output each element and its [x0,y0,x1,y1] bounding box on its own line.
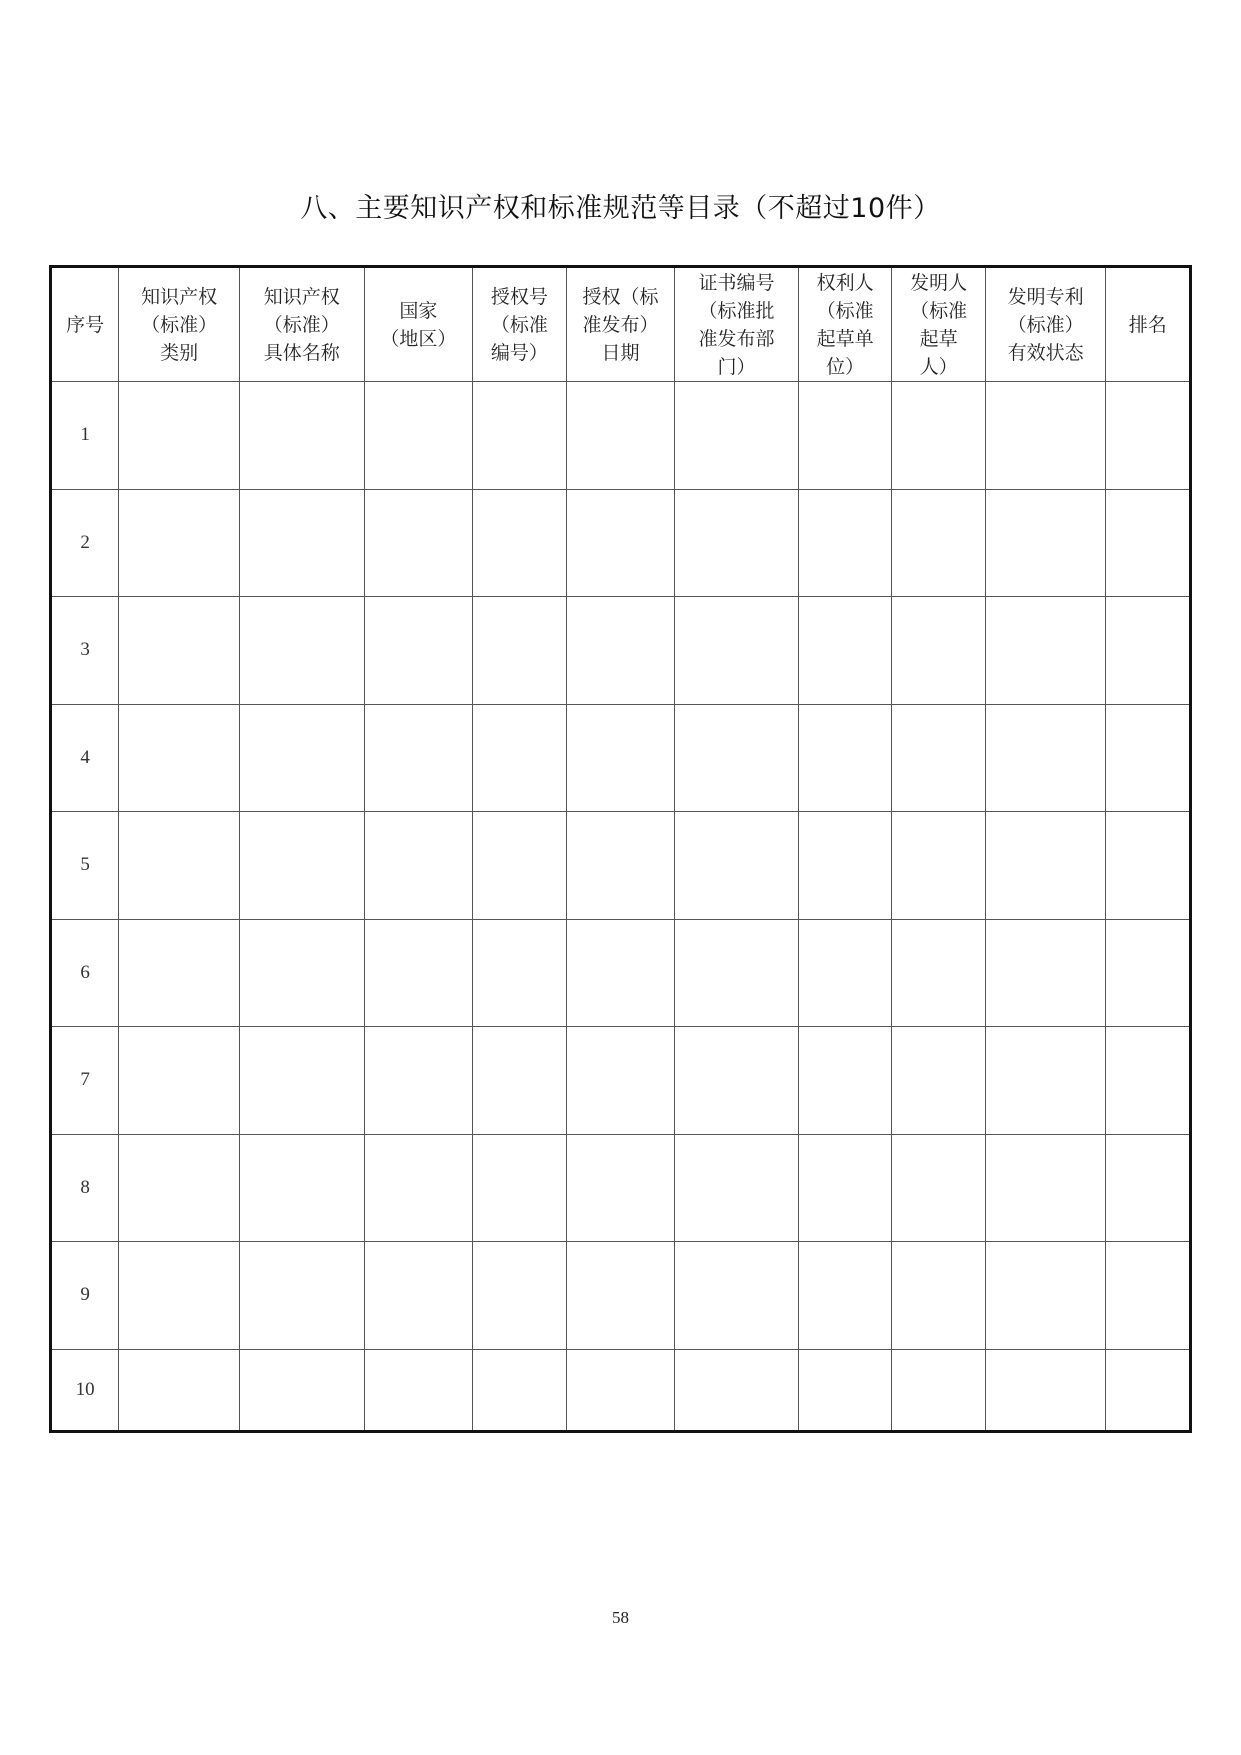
row-serial-number: 8 [51,1134,119,1242]
page-number: 58 [612,1608,629,1627]
table-cell-empty [566,704,675,812]
table-cell-empty [892,1349,985,1432]
header-country-region [364,267,473,382]
table-cell-empty [239,382,364,490]
table-cell-empty [675,1349,799,1432]
table-cell-empty [1106,1134,1191,1242]
table-cell-empty [985,489,1106,597]
table-cell-empty [364,1134,473,1242]
table-cell-empty [119,597,240,705]
table-cell-empty [119,812,240,920]
table-cell-empty [119,704,240,812]
table-cell-empty [675,812,799,920]
table-cell-empty [364,489,473,597]
row-serial-number: 1 [51,382,119,490]
table-cell-empty [892,382,985,490]
table-cell-empty [892,1027,985,1135]
table-cell-empty [892,1134,985,1242]
table-cell-empty [566,1134,675,1242]
table-cell-empty [675,704,799,812]
header-text-line: 发明人 [910,271,968,294]
table-cell-empty [239,812,364,920]
table-cell-empty [798,597,891,705]
table-cell-empty [985,1242,1106,1350]
table-cell-empty [239,1027,364,1135]
table-cell-empty [892,919,985,1027]
table-cell-empty [675,382,799,490]
header-text-line: 日期 [601,341,640,364]
header-text-line: 授权号 [490,285,548,308]
table-cell-empty [1106,597,1191,705]
header-text-line: 准发布） [582,313,659,336]
table-cell-empty [892,1242,985,1350]
table-row [51,1134,1191,1242]
table-cell-empty [798,919,891,1027]
table-cell-empty [239,489,364,597]
table-cell-empty [119,1349,240,1432]
table-cell-empty [364,1242,473,1350]
table-cell-empty [1106,1027,1191,1135]
table-cell-empty [798,1242,891,1350]
table-cell-empty [985,597,1106,705]
table-cell-empty [473,1242,566,1350]
header-text-line: 起草 [919,327,958,350]
table-cell-empty [985,812,1106,920]
header-text-line: 发明专利 [1007,285,1084,308]
header-text-line: （标准 [490,313,548,336]
table-cell-empty [675,597,799,705]
table-cell-empty [364,597,473,705]
table-cell-empty [473,704,566,812]
table-cell-empty [985,704,1106,812]
table-cell-empty [798,1134,891,1242]
table-cell-empty [675,1134,799,1242]
header-text-line: （地区） [380,327,457,350]
header-text-line: 人） [919,355,958,378]
table-cell-empty [119,382,240,490]
header-text-line: 知识产权 [263,285,340,308]
table-row [51,382,1191,490]
table-cell-empty [566,812,675,920]
table-cell-empty [985,1134,1106,1242]
table-cell-empty [239,704,364,812]
table-cell-empty [473,382,566,490]
table-cell-empty [892,704,985,812]
table-row [51,597,1191,705]
page-title: 八、主要知识产权和标准规范等目录（不超过10件） [300,193,941,224]
header-text-line: （标准） [1007,313,1084,336]
ip-standards-table [49,265,1192,1433]
table-cell-empty [1106,812,1191,920]
row-serial-number: 7 [51,1027,119,1135]
table-cell-empty [566,1027,675,1135]
table-cell-empty [364,1027,473,1135]
header-certificate-number [675,267,799,382]
row-serial-number: 2 [51,489,119,597]
table-cell-empty [119,1134,240,1242]
table-cell-empty [675,919,799,1027]
table-cell-empty [985,1349,1106,1432]
table-cell-empty [985,1027,1106,1135]
table-cell-empty [566,1349,675,1432]
header-text-line: （标准 [910,299,968,322]
header-text-line: 权利人 [816,271,874,294]
header-text-line: 位） [826,355,865,378]
table-row [51,812,1191,920]
row-serial-number: 3 [51,597,119,705]
table-cell-empty [566,489,675,597]
table-cell-empty [798,812,891,920]
table-cell-empty [364,812,473,920]
table-cell-empty [239,597,364,705]
row-serial-number: 10 [51,1349,119,1432]
row-serial-number: 6 [51,919,119,1027]
table-cell-empty [239,919,364,1027]
table-header-row [51,267,1191,382]
table-cell-empty [566,597,675,705]
header-text-line: （标准 [816,299,874,322]
table-cell-empty [985,382,1106,490]
table-cell-empty [473,1349,566,1432]
table-row [51,489,1191,597]
table-cell-empty [364,704,473,812]
header-ranking [1106,267,1191,382]
header-text-line: 类别 [160,341,199,364]
table-cell-empty [473,919,566,1027]
header-serial-number [51,267,119,382]
table-cell-empty [798,382,891,490]
table-cell-empty [1106,919,1191,1027]
header-text-line: （标准） [263,313,340,336]
table-cell-empty [119,919,240,1027]
table-cell-empty [119,1027,240,1135]
header-text-line: （标准批 [698,299,775,322]
table-cell-empty [239,1242,364,1350]
table-cell-empty [1106,704,1191,812]
table-cell-empty [119,1242,240,1350]
table-row [51,1242,1191,1350]
header-patent-validity-status [985,267,1106,382]
table-cell-empty [473,597,566,705]
table-cell-empty [892,489,985,597]
table-cell-empty [239,1134,364,1242]
table-cell-empty [566,382,675,490]
row-serial-number: 5 [51,812,119,920]
table-cell-empty [364,919,473,1027]
header-text-line: （标准） [141,313,218,336]
table-cell-empty [892,597,985,705]
table-cell-empty [1106,1349,1191,1432]
table-cell-empty [1106,489,1191,597]
header-rights-holder [798,267,891,382]
table-cell-empty [675,489,799,597]
header-ip-specific-name [239,267,364,382]
table-row [51,1027,1191,1135]
table-cell-empty [985,919,1106,1027]
table-cell-empty [675,1242,799,1350]
table-cell-empty [798,1349,891,1432]
table-cell-empty [566,1242,675,1350]
table-row [51,919,1191,1027]
header-text-line: 起草单 [816,327,874,350]
table-cell-empty [1106,382,1191,490]
header-authorization-date [566,267,675,382]
header-text-line: 序号 [66,313,105,336]
row-serial-number: 9 [51,1242,119,1350]
table-cell-empty [473,1134,566,1242]
table-cell-empty [473,1027,566,1135]
table-cell-empty [566,919,675,1027]
table-cell-empty [364,382,473,490]
header-text-line: 知识产权 [141,285,218,308]
header-text-line: 编号） [490,341,548,364]
table-cell-empty [798,489,891,597]
table-cell-empty [1106,1242,1191,1350]
table-cell-empty [473,812,566,920]
table-row [51,704,1191,812]
row-serial-number: 4 [51,704,119,812]
table-cell-empty [892,812,985,920]
header-text-line: 国家 [399,299,438,322]
table-cell-empty [239,1349,364,1432]
header-inventor [892,267,985,382]
table-row [51,1349,1191,1432]
header-text-line: 门） [717,355,756,378]
table-cell-empty [473,489,566,597]
table-cell-empty [675,1027,799,1135]
header-text-line: 证书编号 [698,271,775,294]
table-cell-empty [119,489,240,597]
header-text-line: 授权（标 [582,285,659,308]
header-text-line: 准发布部 [698,327,775,350]
table-cell-empty [798,704,891,812]
header-text-line: 有效状态 [1007,341,1084,364]
header-text-line: 具体名称 [263,341,340,364]
header-authorization-number [473,267,566,382]
table-cell-empty [798,1027,891,1135]
header-text-line: 排名 [1128,313,1167,336]
header-ip-category [119,267,240,382]
table-cell-empty [364,1349,473,1432]
